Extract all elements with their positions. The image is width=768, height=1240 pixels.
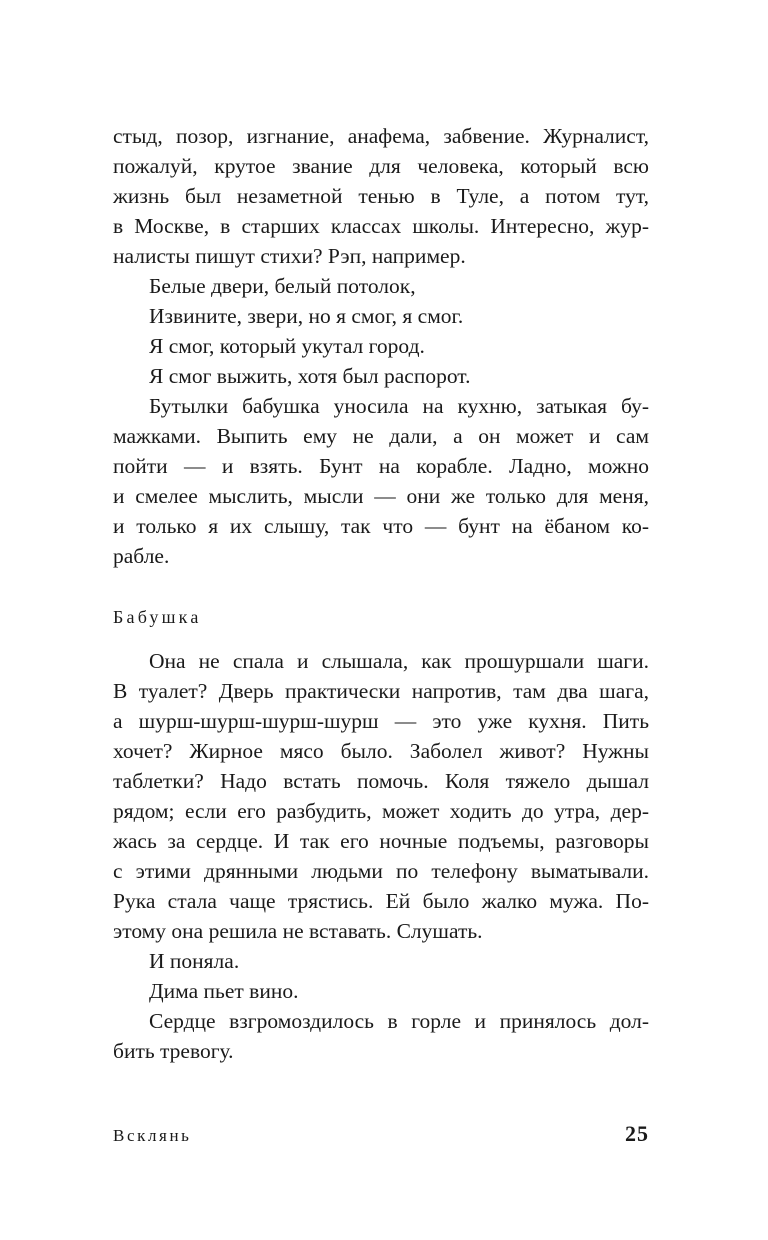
text-line: бить тревогу. xyxy=(113,1039,234,1063)
text-line: рабле. xyxy=(113,544,170,568)
text-line: Сердце взгромоздилось в горле и принялось дол- xyxy=(149,1009,649,1033)
text-line: Дима пьет вино. xyxy=(149,979,299,1003)
text-line: хочет? Жирное мясо было. Заболел живот? Нужны xyxy=(113,739,649,763)
text-line: И поняла. xyxy=(149,949,240,973)
text-line: этому она решила не вставать. Слушать. xyxy=(113,919,483,943)
text-line: Рука стала чаще трястись. Ей было жалко мужа. По- xyxy=(113,889,649,913)
poem-line: Извините, звери, но я смог, я смог. xyxy=(149,304,464,328)
text-line: таблетки? Надо встать помочь. Коля тяжело дышал xyxy=(113,769,649,793)
text-line: а шурш-шурш-шурш-шурш — это уже кухня. Пить xyxy=(113,709,649,733)
poem-line: Я смог, который укутал город. xyxy=(149,334,425,358)
text-line: пойти — и взять. Бунт на корабле. Ладно, можно xyxy=(113,454,649,478)
text-line: в Москве, в старших классах школы. Интересно, жур- xyxy=(113,214,649,238)
text-line: Она не спала и слышала, как прошуршали шаги. xyxy=(149,649,649,673)
text-line: и смелее мыслить, мысли — они же только для меня, xyxy=(113,484,649,508)
text-line: стыд, позор, изгнание, анафема, забвение. Журналист, xyxy=(113,124,649,148)
text-line: рядом; если его разбудить, может ходить до утра, дер- xyxy=(113,799,649,823)
text-line: пожалуй, крутое звание для человека, который всю xyxy=(113,154,649,178)
text-line: мажками. Выпить ему не дали, а он может и сам xyxy=(113,424,649,448)
text-line: Бутылки бабушка уносила на кухню, затыкая бу- xyxy=(149,394,649,418)
text-line: В туалет? Дверь практически напротив, там два шага, xyxy=(113,679,649,703)
text-line: налисты пишут стихи? Рэп, например. xyxy=(113,244,466,268)
page-number: 25 xyxy=(625,1121,649,1146)
text-line: жизнь был незаметной тенью в Туле, а потом тут, xyxy=(113,184,649,208)
poem-line: Белые двери, белый потолок, xyxy=(149,274,416,298)
text-line: и только я их слышу, так что — бунт на ёбаном ко- xyxy=(113,514,649,538)
poem-line: Я смог выжить, хотя был распорот. xyxy=(149,364,471,388)
section-heading: Бабушка xyxy=(113,607,202,627)
text-line: жась за сердце. И так его ночные подъемы, разговоры xyxy=(113,829,649,853)
running-footer-title: Всклянь xyxy=(113,1126,192,1145)
text-line: с этими дрянными людьми по телефону выматывали. xyxy=(113,859,649,883)
